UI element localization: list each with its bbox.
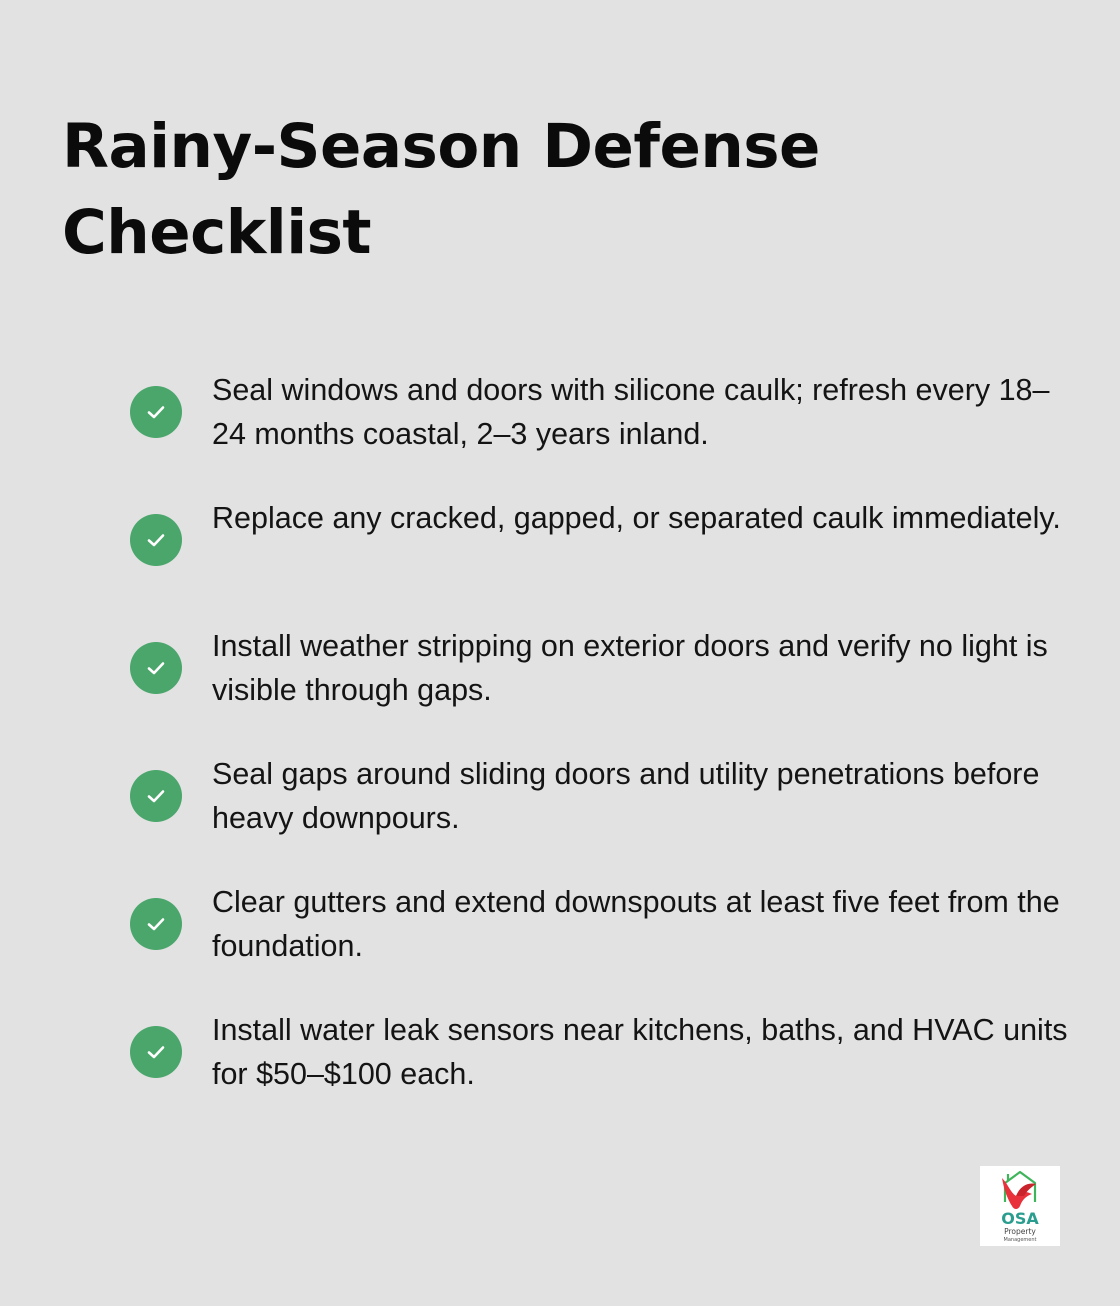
page-title: Rainy-Season Defense Checklist xyxy=(62,111,820,268)
checklist-item-text: Clear gutters and extend downspouts at least five feet from the foundation. xyxy=(212,885,1060,963)
checklist xyxy=(130,368,1070,1136)
checklist-item xyxy=(130,624,1070,752)
checklist-item xyxy=(130,880,1070,1008)
logo-mark-icon xyxy=(980,1166,1060,1246)
checklist-item-text: Seal windows and doors with silicone caulk; refresh every 18–24 months coastal, 2–3 years inland. xyxy=(212,373,1050,451)
checklist-item xyxy=(130,1008,1070,1136)
company-logo xyxy=(980,1166,1060,1246)
logo-wordmark: OSA xyxy=(1001,1209,1039,1228)
check-icon xyxy=(130,386,182,438)
check-icon xyxy=(130,514,182,566)
checklist-item xyxy=(130,752,1070,880)
checklist-item-text: Install weather stripping on exterior doors and verify no light is visible through gaps. xyxy=(212,629,1048,707)
check-icon xyxy=(130,1026,182,1078)
checklist-item-text: Install water leak sensors near kitchens, baths, and HVAC units for $50–$100 each. xyxy=(212,1013,1068,1091)
checklist-item-text: Seal gaps around sliding doors and utility penetrations before heavy downpours. xyxy=(212,757,1040,835)
checklist-item xyxy=(130,368,1070,496)
checklist-item xyxy=(130,496,1070,624)
logo-subtitle-2: Management xyxy=(1003,1237,1037,1243)
check-icon xyxy=(130,642,182,694)
checklist-item-text: Replace any cracked, gapped, or separated caulk immediately. xyxy=(212,501,1061,535)
logo-subtitle: Property xyxy=(1004,1227,1036,1236)
check-icon xyxy=(130,770,182,822)
check-icon xyxy=(130,898,182,950)
